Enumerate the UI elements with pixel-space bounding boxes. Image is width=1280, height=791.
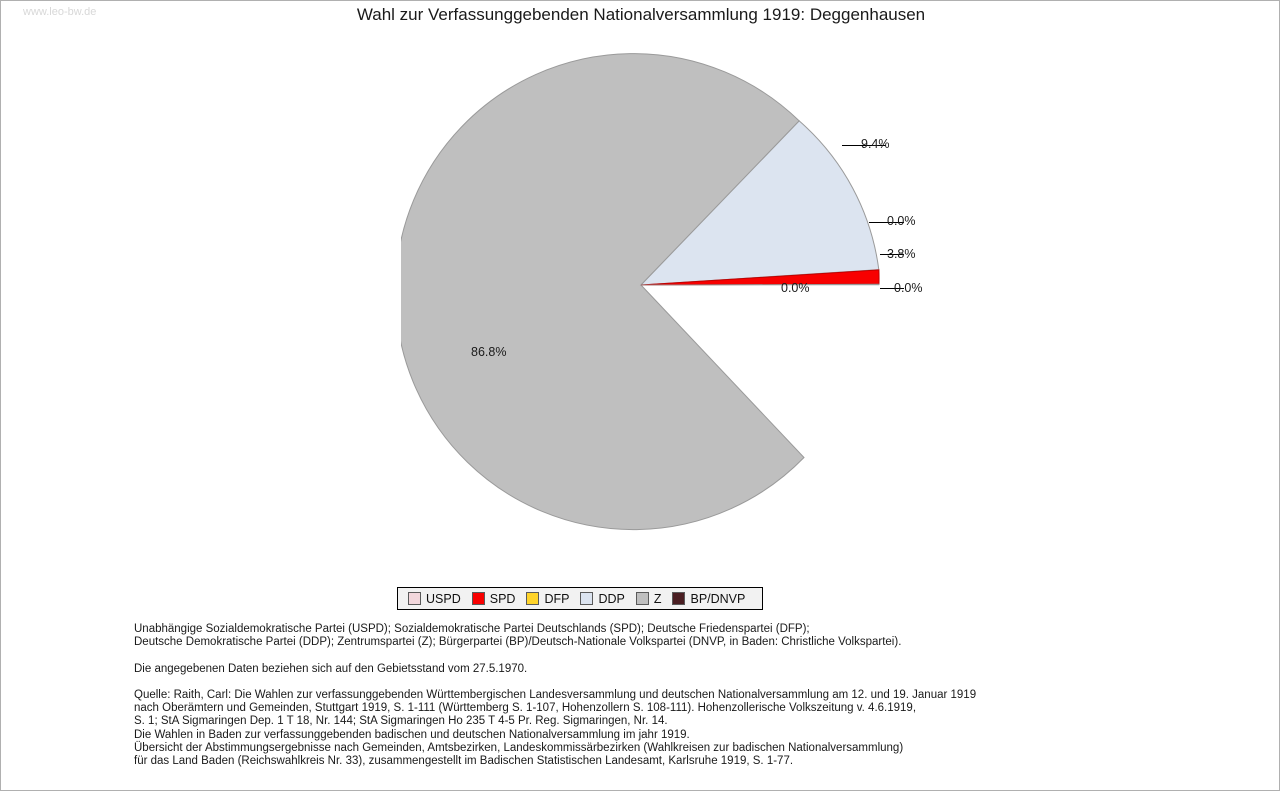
legend-label-ddp: DDP (598, 591, 625, 606)
footnote-source-line1: Quelle: Raith, Carl: Die Wahlen zur verfassunggebenden Württembergischen Landesversammlung und deutschen Nationalversammlung am 12. und 19. Januar 1919 (134, 689, 977, 701)
legend-label-spd: SPD (489, 591, 516, 606)
legend-item-ddp[interactable] (580, 592, 624, 606)
legend-swatch-spd (472, 592, 485, 605)
footnote-parties-line1: Unabhängige Sozialdemokratische Partei (USPD); Sozialdemokratische Partei Deutschlands (SPD); Deutsche Friedenspartei (DFP); (134, 623, 810, 635)
legend-swatch-ddp (580, 592, 593, 605)
legend-item-spd[interactable] (472, 592, 516, 606)
pie-label-spd: 3.8% (887, 247, 916, 261)
pie-label-z: 86.8% (471, 345, 507, 359)
legend-label-bpdnvp: BP/DNVP (690, 591, 746, 606)
legend-swatch-z (636, 592, 649, 605)
legend-item-uspd[interactable] (408, 592, 461, 606)
chart-legend (397, 587, 763, 610)
legend-item-z[interactable] (636, 592, 662, 606)
pie-label-uspd: 0.0% (887, 214, 916, 228)
legend-swatch-dfp (526, 592, 539, 605)
legend-swatch-bpdnvp (672, 592, 685, 605)
site-watermark: www.leo-bw.de (23, 6, 97, 18)
footnote-source-line2: nach Oberämtern und Gemeinden, Stuttgart 1919, S. 1-111 (Württemberg S. 1-107, Hohenzollern S. 108-111). Hohenzollerische Volkszeitung v. 4.6.1919, (134, 702, 917, 715)
footnote-source-line3: S. 1; StA Sigmaringen Dep. 1 T 18, Nr. 144; StA Sigmaringen Ho 235 T 4-5 Pr. Reg. Sigmaringen, Nr. 14. (134, 715, 668, 728)
footnote-source (134, 689, 976, 768)
legend-swatch-uspd (408, 592, 421, 605)
footnote-parties (134, 623, 901, 649)
chart-title: Wahl zur Verfassunggebenden Nationalversammlung 1919: Deggenhausen (356, 5, 926, 24)
footnote-territorial: Die angegebenen Daten beziehen sich auf den Gebietsstand vom 27.5.1970. (134, 663, 528, 675)
footnote-source-line5: Übersicht der Abstimmungsergebnisse nach Gemeinden, Amtsbezirken, Landeskommissärbezirken (Wahlkreisen zur badischen Nationalversammlung) (134, 741, 904, 754)
legend-item-dfp[interactable] (526, 592, 569, 606)
legend-label-dfp: DFP (544, 591, 570, 606)
legend-item-bpdnvp[interactable] (672, 592, 745, 606)
footnote-source-line6: für das Land Baden (Reichswahlkreis Nr. 33), zusammengestellt im Badischen Statistischen Landesamt, Karlsruhe 1919, S. 1-77. (134, 755, 794, 768)
pie-label-dfp: 0.0% (781, 281, 810, 295)
legend-label-uspd: USPD (426, 591, 461, 606)
pie-slice-z (401, 54, 804, 530)
footnote-source-line4: Die Wahlen in Baden zur verfassunggebenden badischen und deutschen Nationalversammlung im jahr 1919. (134, 728, 690, 741)
pie-label-ddp: 9.4% (861, 137, 890, 151)
footnote-parties-line2: Deutsche Demokratische Partei (DDP); Zentrumspartei (Z); Bürgerpartei (BP)/Deutsch-Nationale Volkspartei (DNVP, in Baden: Christliche Volkspartei). (134, 636, 902, 649)
pie-label-bpdnvp: 0.0% (894, 281, 923, 295)
legend-label-z: Z (653, 591, 662, 606)
